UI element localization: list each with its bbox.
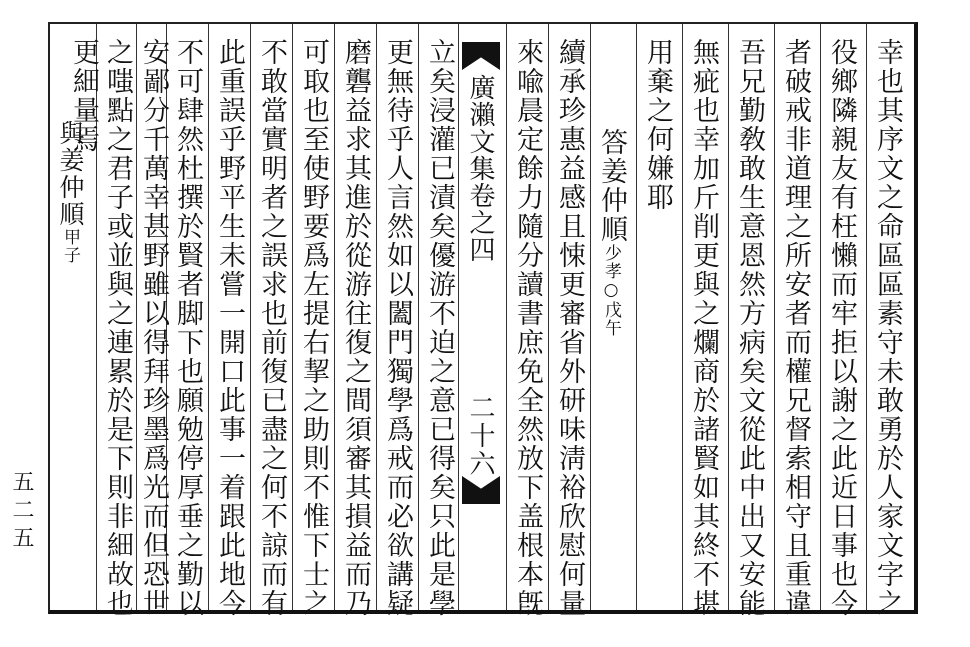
letter-heading-note: 甲子 <box>60 228 80 264</box>
text-column-15: 此重誤乎野平生未嘗一開口此事一着跟此地今 <box>214 38 245 618</box>
page-gutter <box>458 24 506 610</box>
column-rule <box>590 24 591 610</box>
column-rule <box>682 24 683 610</box>
text-column-5: 無疵也幸加斤削更與之爛商於諸賢如其終不堪 <box>688 38 719 618</box>
letter-heading-2 <box>58 120 83 264</box>
text-column-12: 磨礱益求其進於從游往復之間須審其損益而乃 <box>340 38 371 618</box>
gutter-title: 廣瀨文集卷之四 <box>465 74 495 263</box>
column-rule <box>506 24 507 610</box>
column-rule <box>820 24 821 610</box>
text-column-13: 可取也至使野要爲左提右挈之助則不惟下士之 <box>298 38 329 618</box>
text-column-2: 役鄉隣親友有枉懶而牢拒以謝之此近日事也今 <box>826 38 857 618</box>
column-rule <box>376 24 377 610</box>
column-rule <box>866 24 867 610</box>
text-column-8: 續承珍惠益感且悚更審省外研味淸裕欣慰何量 <box>554 38 585 618</box>
column-rule <box>136 24 137 610</box>
text-column-3: 者破戒非道理之所安者而權兄督索相守且重違 <box>780 38 811 618</box>
text-column-1: 幸也其序文之命區區素守未敢勇於人家文字之 <box>872 38 903 618</box>
column-rule <box>292 24 293 610</box>
fish-tail-top-icon <box>462 42 500 70</box>
gutter-page-number: 二十六 <box>465 394 495 478</box>
fish-tail-bottom-icon <box>462 476 500 504</box>
column-rule <box>728 24 729 610</box>
letter-heading-1 <box>598 128 625 337</box>
column-rule <box>548 24 549 610</box>
text-column-6: 用棄之何嫌耶 <box>642 38 673 212</box>
text-column-10: 立矣浸灌已漬矣優游不迫之意已得矣只此是學 <box>424 38 455 618</box>
margin-page-number: 五二五 <box>9 470 34 554</box>
column-rule <box>774 24 775 610</box>
column-rule <box>418 24 419 610</box>
text-column-19: 更細量焉 <box>68 38 99 154</box>
column-rule <box>636 24 637 610</box>
letter-heading-note: 少孝○戊午 <box>601 244 621 337</box>
text-column-9: 來喩晨定餘力隨分讀書庶免全然放下盖根本旣 <box>512 38 543 618</box>
letter-heading-title: 與姜仲順 <box>56 120 85 228</box>
text-column-14: 不敢當實明者之誤求也前復已盡之何不諒而有 <box>256 38 287 618</box>
text-column-18: 之嗤點之君子或並與之連累於是下則非細故也 <box>102 38 133 618</box>
column-rule <box>334 24 335 610</box>
column-rule <box>250 24 251 610</box>
column-rule <box>208 24 209 610</box>
text-column-17: 安鄙分千萬幸甚野雖以得拜珍墨爲光而但恐世 <box>138 38 169 618</box>
text-column-4: 吾兄勤敎敢生意恩然方病矣文從此中出又安能 <box>734 38 765 618</box>
text-column-16: 不可肆然杜撰於賢者脚下也願勉停厚垂之勤以 <box>172 38 203 618</box>
letter-heading-title: 答姜仲順 <box>596 128 627 244</box>
text-column-11: 更無待乎人言然如以闔門獨學爲戒而必欲講疑 <box>382 38 413 618</box>
